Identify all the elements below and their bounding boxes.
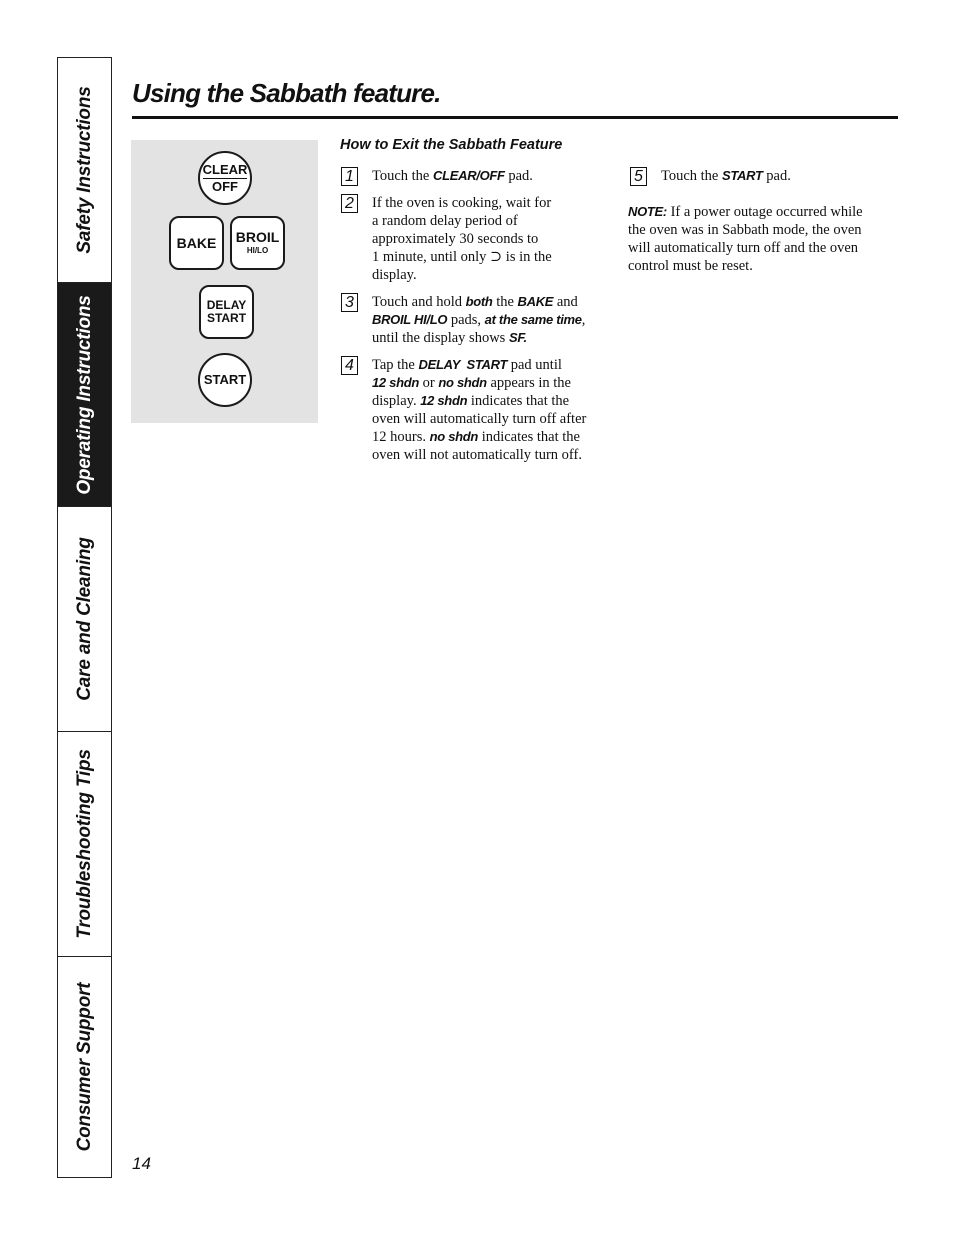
note-line: the oven was in Sabbath mode, the oven <box>628 222 862 238</box>
step-text-line <box>372 428 634 446</box>
step-3 <box>341 293 631 349</box>
broil-pad-sublabel: HI/LO <box>246 246 269 256</box>
tab-care-and-cleaning[interactable] <box>58 507 111 732</box>
step-text-run: the <box>492 294 518 310</box>
step-text-line <box>372 446 634 464</box>
step-number-box: 2 <box>341 194 358 213</box>
broil-pad <box>230 216 285 270</box>
clear-off-pad-line1: CLEAR <box>202 161 248 177</box>
page-number: 14 <box>132 1154 151 1173</box>
step-keyword: START <box>722 168 763 183</box>
step-keyword: CLEAR/OFF <box>433 168 505 183</box>
step-text-run: oven will not automatically turn off. <box>372 447 582 463</box>
section-heading: How to Exit the Sabbath Feature <box>340 137 563 153</box>
clear-off-pad <box>198 151 252 205</box>
bake-pad <box>169 216 224 270</box>
step-keyword: no shdn <box>438 375 487 390</box>
step-text-line <box>372 293 632 311</box>
tab-label: Consumer Support <box>73 982 95 1152</box>
step-text-line: display. <box>372 267 417 283</box>
start-pad <box>198 353 252 407</box>
title-divider <box>132 116 898 119</box>
step-text-run: display. <box>372 393 421 409</box>
delay-start-pad <box>199 285 254 339</box>
step-text-run: Touch and hold <box>372 294 466 310</box>
step-text-run: appears in the <box>486 375 571 391</box>
note-label: NOTE: <box>628 204 667 219</box>
step-text-run: indicates that the <box>478 429 580 445</box>
step-keyword: 12 shdn <box>372 375 420 390</box>
step-keyword: no shdn <box>429 429 479 444</box>
step-4 <box>341 356 631 466</box>
step-text <box>372 293 632 347</box>
step-text-line: If the oven is cooking, wait for <box>372 195 552 211</box>
note-line <box>628 203 896 221</box>
step-keyword: both <box>465 294 493 309</box>
step-keyword: BROIL HI/LO <box>372 312 448 327</box>
start-pad-label: START <box>203 372 247 388</box>
step-keyword: DELAY START <box>418 357 508 372</box>
tab-operating-instructions[interactable] <box>58 283 111 507</box>
step-text-run: 12 hours. <box>372 429 430 445</box>
tab-label: Operating Instructions <box>73 294 95 495</box>
note-line: control must be reset. <box>628 258 753 274</box>
step-text-line: approximately 30 seconds to <box>372 231 539 247</box>
note-text-run: If a power outage occurred while <box>666 204 863 220</box>
step-keyword: 12 shdn <box>420 393 468 408</box>
clear-off-pad-line2: OFF <box>212 178 238 194</box>
step-number-box: 4 <box>341 356 358 375</box>
delay-start-pad-line2: START <box>206 311 247 325</box>
step-number-box: 1 <box>341 167 358 186</box>
step-text-run: oven will automatically turn off after <box>372 411 587 427</box>
step-text-line <box>372 311 632 329</box>
control-panel-illustration <box>131 140 318 423</box>
step-text-run: pad. <box>504 168 533 184</box>
step-number-box: 3 <box>341 293 358 312</box>
step-text-run: , <box>581 312 586 328</box>
page-title: Using the Sabbath feature. <box>132 78 441 108</box>
step-text-line <box>372 374 634 392</box>
step-text <box>661 167 791 185</box>
step-text-line: 1 minute, until only ⊃ is in the <box>372 249 552 265</box>
step-text-run: pad. <box>762 168 791 184</box>
tab-consumer-support[interactable] <box>58 957 111 1177</box>
step-text-run: Touch the <box>372 168 433 184</box>
step-text-run: until the display shows <box>372 330 509 346</box>
tab-troubleshooting-tips[interactable] <box>58 732 111 957</box>
broil-pad-label: BROIL <box>235 229 280 246</box>
step-text-run: or <box>419 375 439 391</box>
step-text-line <box>372 410 634 428</box>
section-tab-strip <box>57 57 112 1178</box>
step-text-run: pad until <box>507 357 562 373</box>
step-text-run: and <box>553 294 578 310</box>
step-text-run: Touch the <box>661 168 722 184</box>
bake-pad-label: BAKE <box>176 234 217 251</box>
step-text-line <box>372 356 634 374</box>
step-text <box>372 194 632 284</box>
tab-label: Troubleshooting Tips <box>73 749 95 939</box>
note-paragraph <box>628 203 896 275</box>
step-text-line <box>372 392 634 410</box>
tab-label: Safety Instructions <box>73 86 95 254</box>
tab-label: Care and Cleaning <box>73 537 95 701</box>
step-2 <box>341 194 631 286</box>
note-line: will automatically turn off and the oven <box>628 240 859 256</box>
step-text-run: indicates that the <box>467 393 570 409</box>
delay-start-pad-line1: DELAY <box>206 298 247 313</box>
tab-safety-instructions[interactable] <box>58 58 111 283</box>
step-keyword: SF. <box>508 330 527 345</box>
step-number-box: 5 <box>630 167 647 186</box>
step-text-line: a random delay period of <box>372 213 518 229</box>
step-text-line <box>372 329 632 347</box>
step-text <box>372 356 634 464</box>
step-text-run: Tap the <box>372 357 419 373</box>
step-1 <box>341 167 631 187</box>
step-keyword: at the same time <box>484 312 582 327</box>
step-text-run: pads, <box>447 312 485 328</box>
step-text <box>372 167 533 185</box>
step-5 <box>630 167 898 187</box>
step-keyword: BAKE <box>517 294 554 309</box>
